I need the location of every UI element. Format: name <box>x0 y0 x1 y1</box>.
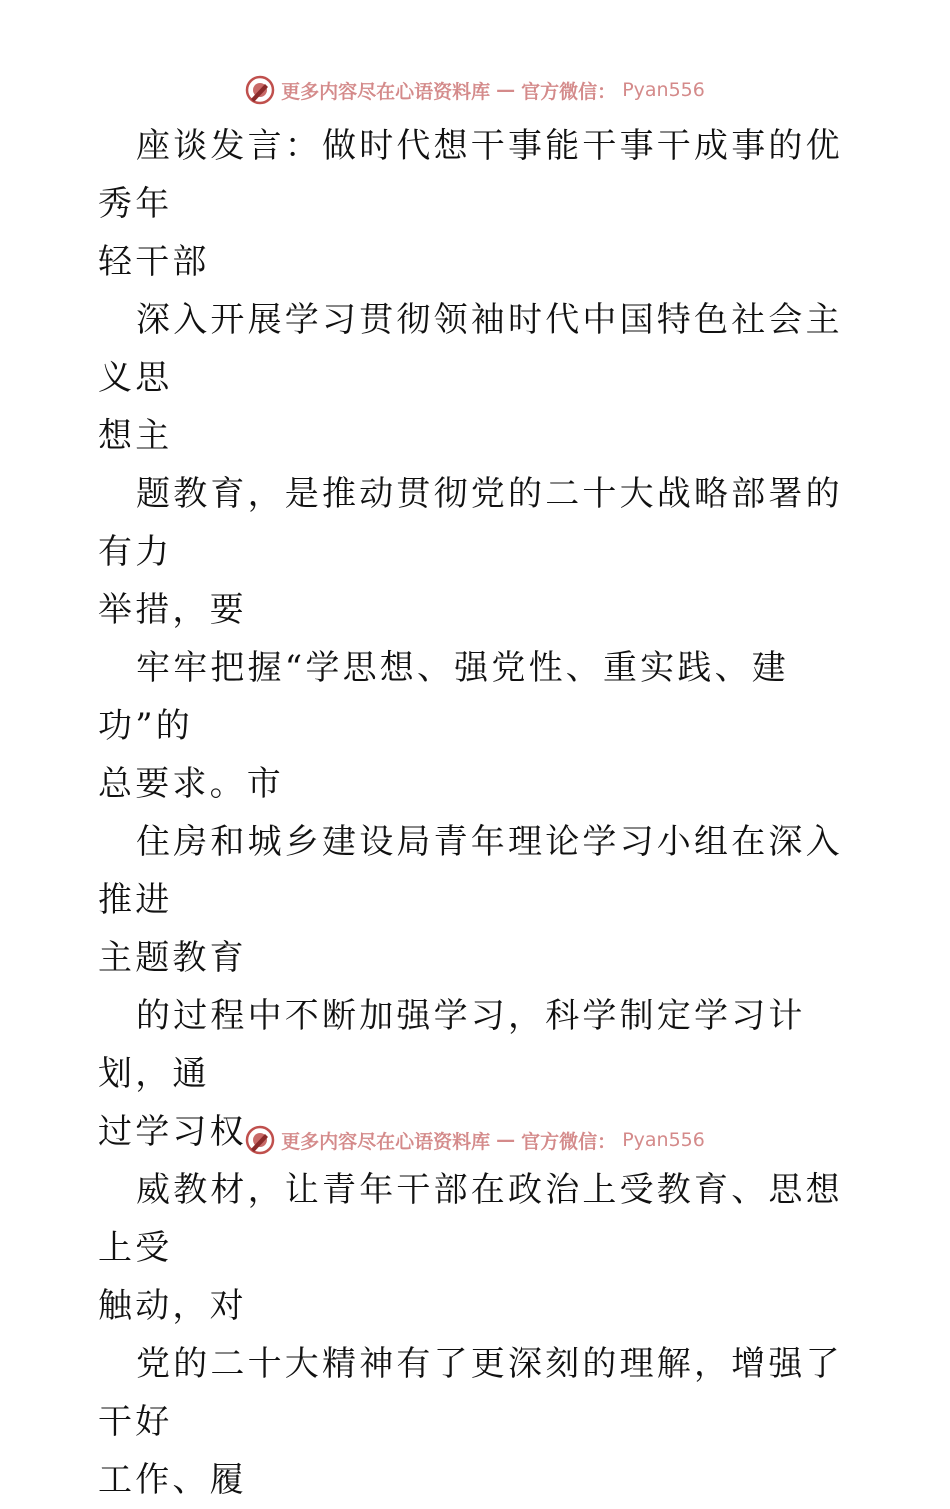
header-banner-separator: — <box>496 79 516 101</box>
footer-wechat-id: Pyan556 <box>622 1129 705 1151</box>
paragraph-line: 主题教育 <box>98 938 247 978</box>
document-body <box>98 117 858 1509</box>
header-banner <box>0 70 950 110</box>
paragraph-line: 威教材，让青年干部在政治上受教育、思想上受 <box>98 1170 843 1268</box>
paragraph-line: 座谈发言：做时代想干事能干事干成事的优秀年 <box>98 126 843 224</box>
paragraph-line: 轻干部 <box>98 242 210 282</box>
header-wechat-label: 官方微信： <box>521 80 617 103</box>
paragraph-line: 过学习权 <box>98 1112 247 1152</box>
header-wechat-id: Pyan556 <box>622 79 705 101</box>
paragraph <box>98 639 858 813</box>
paragraph-line: 举措，要 <box>98 590 247 630</box>
paragraph-line: 的过程中不断加强学习，科学制定学习计划，通 <box>98 996 806 1094</box>
paragraph <box>98 117 858 291</box>
paragraph-line: 题教育，是推动贯彻党的二十大战略部署的有力 <box>98 474 843 572</box>
footer-banner <box>0 1120 950 1160</box>
paragraph-line: 工作、履 <box>98 1460 247 1500</box>
paragraph-line: 总要求。市 <box>98 764 284 804</box>
paragraph-line: 牢牢把握“学思想、强党性、重实践、建功”的 <box>98 648 789 746</box>
footer-banner-separator: — <box>496 1129 516 1151</box>
brand-logo-icon <box>245 1125 275 1155</box>
paragraph <box>98 813 858 987</box>
footer-banner-text: 更多内容尽在心语资料库 <box>281 1130 491 1153</box>
header-banner-text: 更多内容尽在心语资料库 <box>281 80 491 103</box>
paragraph <box>98 1335 858 1509</box>
paragraph <box>98 465 858 639</box>
paragraph-line: 住房和城乡建设局青年理论学习小组在深入推进 <box>98 822 843 920</box>
paragraph <box>98 291 858 465</box>
paragraph-line: 想主 <box>98 416 173 456</box>
paragraph-line: 党的二十大精神有了更深刻的理解，增强了干好 <box>98 1344 843 1442</box>
footer-wechat-label: 官方微信： <box>521 1130 617 1153</box>
brand-logo-icon <box>245 75 275 105</box>
paragraph-line: 触动，对 <box>98 1286 247 1326</box>
paragraph-line: 深入开展学习贯彻领袖时代中国特色社会主义思 <box>98 300 843 398</box>
paragraph <box>98 1161 858 1335</box>
